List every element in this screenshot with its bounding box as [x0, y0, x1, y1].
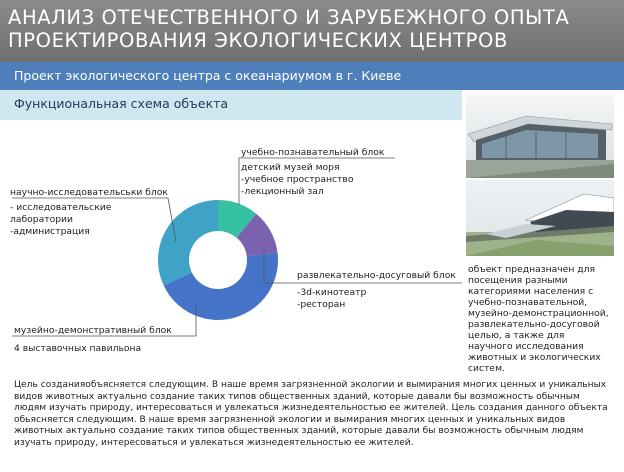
description-paragraph: Цель созданияобъясняется следующим. В наше время загрязненной экологии и вымирания многих ценных и уникальных видов животных актуально создание таких типов общественных зданий, которые давали бы возможность обычным людям изучать природу, интересоваться и увлекаться жизнедеятельностью ее жителей. Цель создания данного объекта обьясняется следующим. В наше время загрязненной экологии и вымирания многих ценных и уникальных видов животных актуально создание таких типов общественных зданий, которые давали бы возможность обычным людям изучать природу, интересоваться и увлекаться жизнедеятельностью ее жителей. — [14, 380, 608, 448]
building-render-photo-1 — [466, 94, 614, 178]
note-line: объект предназначен для — [468, 264, 596, 275]
building-render-photo-2 — [466, 180, 614, 256]
section-title: Функциональная схема объекта — [14, 96, 229, 111]
note-line: посещения разными — [468, 275, 568, 286]
note-line: музейно-демонстрационной, — [468, 308, 609, 319]
educational-block-line: детский музей моря — [241, 162, 340, 173]
note-line: учебно-познавательной, — [468, 297, 588, 308]
museum-block-line: 4 выставочных павильона — [14, 343, 142, 354]
project-bar — [0, 62, 624, 90]
section-bar — [0, 90, 462, 120]
donut-chart — [158, 200, 278, 320]
note-line: категориями населения с — [468, 286, 594, 297]
research-block-line: лаборатории — [10, 214, 73, 225]
note-line: целью, а также для — [468, 330, 565, 341]
educational-block-line: -лекционный зал — [241, 186, 324, 197]
note-line: систем. — [468, 363, 505, 374]
research-block-line: -администрация — [10, 226, 90, 237]
functional-diagram — [0, 120, 470, 380]
donut-segment-research — [158, 200, 218, 286]
project-title: Проект экологического центра с океанариумом в г. Киеве — [14, 68, 402, 83]
note-line: животных и экологических — [468, 352, 601, 363]
page-title: АНАЛИЗ ОТЕЧЕСТВЕННОГО И ЗАРУБЕЖНОГО ОПЫТА ПРОЕКТИРОВАНИЯ ЭКОЛОГИЧЕСКИХ ЦЕНТРОВ — [8, 6, 570, 52]
note-line: развлекательно-досуговой — [468, 319, 600, 330]
educational-block-title: учебно-познавательный блок — [241, 147, 385, 158]
educational-block-line: -учебное пространство — [241, 174, 354, 185]
entertainment-block-line: -ресторан — [297, 299, 346, 310]
note-line: научного исследования — [468, 341, 584, 352]
entertainment-block-line: -3d-кинотеатр — [297, 287, 367, 298]
entertainment-block-title: развлекательно-досуговый блок — [297, 270, 456, 281]
research-block-title: научно-исследовательськи блок — [10, 187, 168, 198]
museum-block-title: музейно-демонстративный блок — [14, 325, 172, 336]
research-block-line: - исследовательские — [10, 202, 112, 213]
